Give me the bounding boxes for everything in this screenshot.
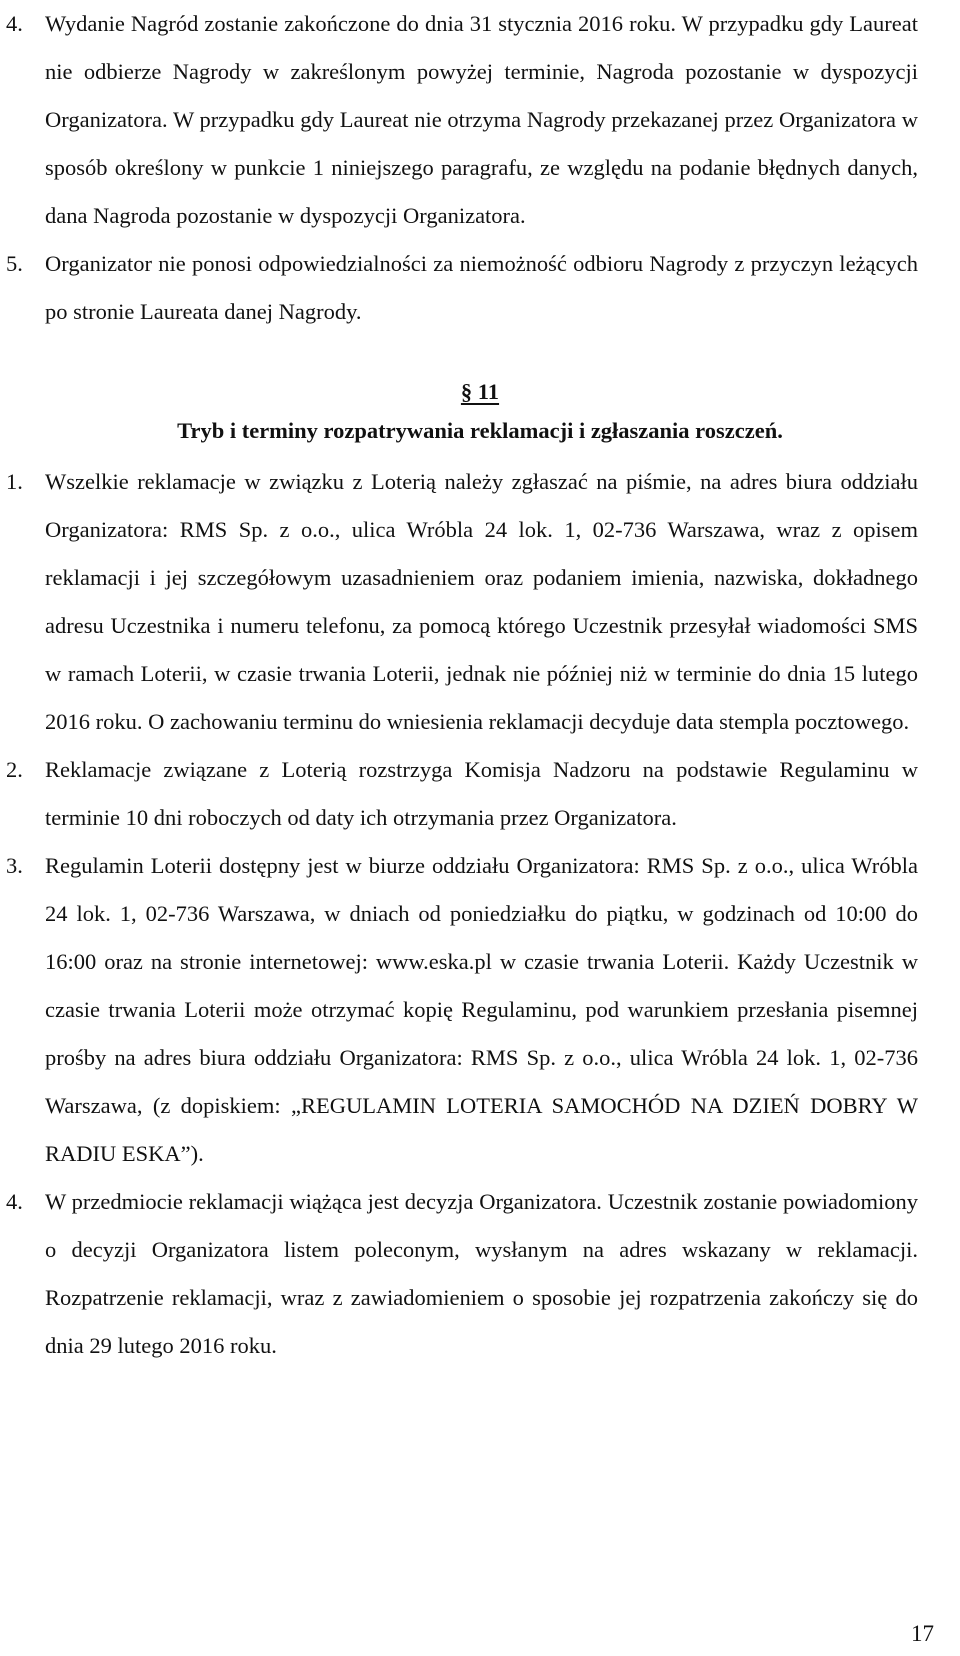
list-item [0,240,960,336]
list-item [0,746,960,842]
item-number: 3. [6,853,23,878]
item-number: 2. [6,757,23,782]
item-text: Organizator nie ponosi odpowiedzialności za niemożność odbioru Nagrody z przyczyn leżących po stronie Laureata danej Nagrody. [45,251,918,324]
section-title: Tryb i terminy rozpatrywania reklamacji i zgłaszania roszczeń. [177,418,783,443]
list-item [0,458,960,746]
item-number: 4. [6,1189,23,1214]
list-item [0,1178,960,1370]
item-text: Reklamacje związane z Loterią rozstrzyga Komisja Nadzoru na podstawie Regulaminu w terminie 10 dni roboczych od daty ich otrzymania przez Organizatora. [45,757,918,830]
item-text: W przedmiocie reklamacji wiążąca jest decyzja Organizatora. Uczestnik zostanie powiadomiony o decyzji Organizatora listem poleconym, wysłanym na adres wskazany w reklamacji. Rozpatrzenie reklamacji, wraz z zawiadomieniem o sposobie jej rozpatrzenia zakończy się do dnia 29 lutego 2016 roku. [45,1189,918,1358]
list-item [0,842,960,1178]
item-number: 5. [6,251,23,276]
list-item [0,0,960,240]
section-number: § 11 [460,379,500,404]
item-number: 1. [6,469,23,494]
item-text: Wszelkie reklamacje w związku z Loterią należy zgłaszać na piśmie, na adres biura oddziału Organizatora: RMS Sp. z o.o., ulica Wróbla 24 lok. 1, 02-736 Warszawa, wraz z opisem reklamacji i jej szczegółowym uzasadnieniem oraz podaniem imienia, nazwiska, dokładnego adresu Uczestnika i numeru telefonu, za pomocą którego Uczestnik przesyłał wiadomości SMS w ramach Loterii, w czasie trwania Loterii, jednak nie później niż w terminie do dnia 15 lutego 2016 roku. O zachowaniu terminu do wniesienia reklamacji decyduje data stempla pocztowego. [45,469,918,734]
section-paragraphs [0,458,960,1370]
item-text: Regulamin Loterii dostępny jest w biurze oddziału Organizatora: RMS Sp. z o.o., ulica Wróbla 24 lok. 1, 02-736 Warszawa, w dniach od poniedziałku do piątku, w godzinach od 10:00 do 16:00 oraz na stronie internetowej: www.eska.pl w czasie trwania Loterii. Każdy Uczestnik w czasie trwania Loterii może otrzymać kopię Regulaminu, pod warunkiem przesłania pisemnej prośby na adres biura oddziału Organizatora: RMS Sp. z o.o., ulica Wróbla 24 lok. 1, 02-736 Warszawa, (z dopiskiem: „REGULAMIN LOTERIA SAMOCHÓD NA DZIEŃ DOBRY W RADIU ESKA”). [45,853,918,1166]
section-sign [0,372,960,412]
item-number: 4. [6,11,23,36]
item-text: Wydanie Nagród zostanie zakończone do dnia 31 stycznia 2016 roku. W przypadku gdy Laureat nie odbierze Nagrody w zakreślonym powyżej terminie, Nagroda pozostanie w dyspozycji Organizatora. W przypadku gdy Laureat nie otrzyma Nagrody przekazanej przez Organizatora w sposób określony w punkcie 1 niniejszego paragrafu, ze względu na podanie błędnych danych, dana Nagroda pozostanie w dyspozycji Organizatora. [45,11,918,228]
previous-section-paragraphs [0,0,960,336]
page-number: 17 [911,1621,934,1646]
